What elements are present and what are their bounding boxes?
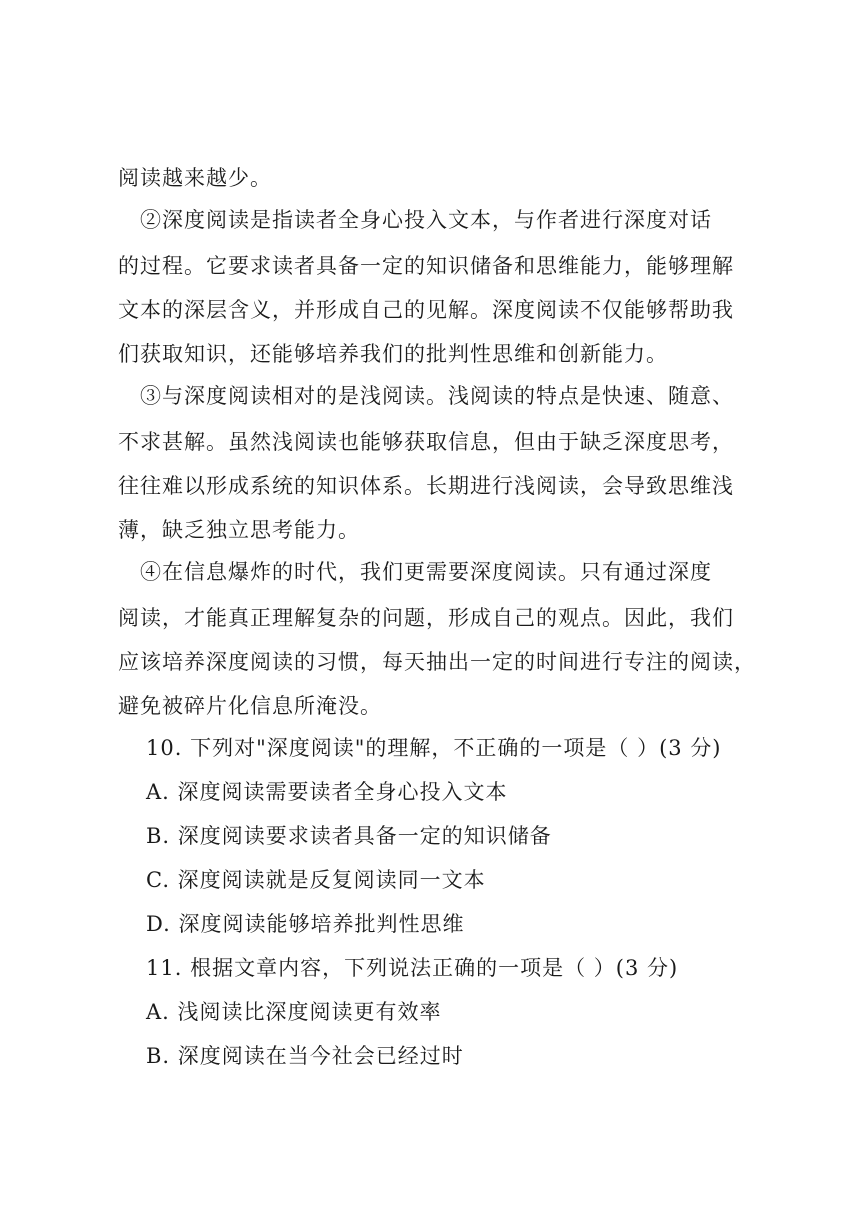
paragraph-2-line: 的过程。它要求读者具备一定的知识储备和思维能力，能够理解 [118,254,734,278]
question-10-option-d: D. 深度阅读能够培养批判性思维 [146,912,465,936]
question-10-option-a: A. 深度阅读需要读者全身心投入文本 [146,780,508,804]
paragraph-4-line: ④在信息爆炸的时代，我们更需要深度阅读。只有通过深度 [140,560,712,584]
paragraph-2-line: 们获取知识，还能够培养我们的批判性思维和创新能力。 [118,342,668,366]
paragraph-1-tail: 阅读越来越少。 [118,166,272,190]
question-11-option-b: B. 深度阅读在当今社会已经过时 [146,1044,464,1068]
paragraph-4-line: 应该培养深度阅读的习惯，每天抽出一定的时间进行专注的阅读， [118,650,756,674]
question-10-option-b: B. 深度阅读要求读者具备一定的知识储备 [146,824,552,848]
paragraph-3-line: ③与深度阅读相对的是浅阅读。浅阅读的特点是快速、随意、 [140,384,734,408]
question-10-stem: 10. 下列对"深度阅读"的理解，不正确的一项是（ ）(3 分) [146,736,722,760]
paragraph-4-line: 避免被碎片化信息所淹没。 [118,694,382,718]
paragraph-3-line: 不求甚解。虽然浅阅读也能够获取信息，但由于缺乏深度思考， [118,430,734,454]
paragraph-3-line: 往往难以形成系统的知识体系。长期进行浅阅读，会导致思维浅 [118,474,734,498]
paragraph-2-line: 文本的深层含义，并形成自己的见解。深度阅读不仅能够帮助我 [118,298,734,322]
paragraph-2-line: ②深度阅读是指读者全身心投入文本，与作者进行深度对话 [140,208,712,232]
question-11-option-a: A. 浅阅读比深度阅读更有效率 [146,1000,442,1024]
question-11-stem: 11. 根据文章内容，下列说法正确的一项是（ ）(3 分) [146,956,679,980]
paragraph-3-line: 薄，缺乏独立思考能力。 [118,518,360,542]
question-10-option-c: C. 深度阅读就是反复阅读同一文本 [146,868,486,892]
paragraph-4-line: 阅读，才能真正理解复杂的问题，形成自己的观点。因此，我们 [118,606,734,630]
